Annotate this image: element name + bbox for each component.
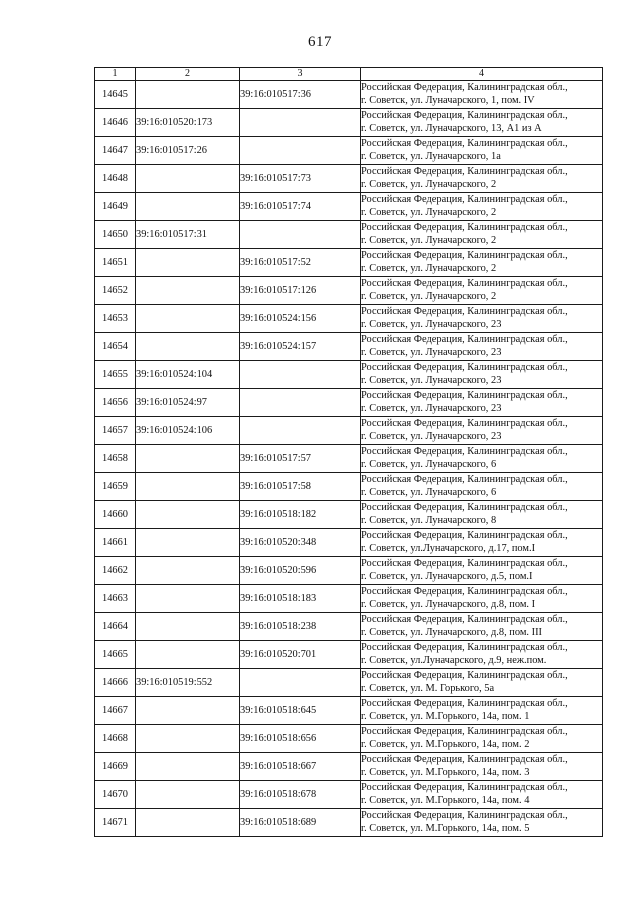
cadastral-number-col3: 39:16:010517:57 [240,445,361,473]
table-row [95,193,603,221]
address-line-1: Российская Федерация, Калининградская обл., [361,81,568,93]
address-cell [361,193,603,221]
cadastral-number-col2 [136,249,240,277]
address-line-2: г. Советск, ул. Луначарского, 23 [361,318,502,330]
address-line-1: Российская Федерация, Калининградская обл., [361,529,568,541]
table-row [95,529,603,557]
address-line-1: Российская Федерация, Калининградская обл., [361,613,568,625]
address-cell [361,641,603,669]
cadastral-number-col2 [136,473,240,501]
address-cell [361,613,603,641]
cadastral-number-col3 [240,109,361,137]
address-line-2: г. Советск, ул. Луначарского, 1а [361,150,501,162]
cadastral-number-col3 [240,221,361,249]
cadastral-number-col3: 39:16:010520:596 [240,557,361,585]
cadastral-number-col2 [136,529,240,557]
cadastral-number-col3: 39:16:010518:667 [240,753,361,781]
cadastral-number-col3 [240,669,361,697]
row-number: 14655 [95,361,136,389]
row-number: 14665 [95,641,136,669]
address-cell [361,389,603,417]
address-line-1: Российская Федерация, Калининградская обл., [361,557,568,569]
row-number: 14650 [95,221,136,249]
cadastral-number-col2 [136,557,240,585]
table-row [95,557,603,585]
cadastral-number-col3: 39:16:010517:73 [240,165,361,193]
table-row [95,473,603,501]
address-line-2: г. Советск, ул. Луначарского, 2 [361,206,497,218]
address-cell [361,81,603,109]
address-cell [361,417,603,445]
address-line-1: Российская Федерация, Калининградская обл., [361,389,568,401]
cadastral-number-col3: 39:16:010524:157 [240,333,361,361]
cadastral-number-col2: 39:16:010524:104 [136,361,240,389]
address-line-2: г. Советск, ул. Луначарского, д.8, пом. III [361,626,542,638]
cadastral-number-col2 [136,305,240,333]
row-number: 14648 [95,165,136,193]
table-row [95,305,603,333]
cadastral-number-col3: 39:16:010518:182 [240,501,361,529]
cadastral-number-col3: 39:16:010517:126 [240,277,361,305]
cadastral-number-col3 [240,417,361,445]
table-row [95,417,603,445]
address-line-1: Российская Федерация, Калининградская обл., [361,669,568,681]
row-number: 14662 [95,557,136,585]
row-number: 14654 [95,333,136,361]
table-row [95,753,603,781]
address-line-2: г. Советск, ул. М. Горького, 5а [361,682,495,694]
table-row [95,445,603,473]
column-header-2: 2 [136,68,240,81]
cadastral-number-col3: 39:16:010517:58 [240,473,361,501]
cadastral-number-col2: 39:16:010517:31 [136,221,240,249]
row-number: 14647 [95,137,136,165]
table-row [95,137,603,165]
cadastral-number-col3: 39:16:010518:656 [240,725,361,753]
row-number: 14651 [95,249,136,277]
cadastral-number-col2 [136,81,240,109]
address-line-2: г. Советск, ул. Луначарского, д.8, пом. I [361,598,536,610]
row-number: 14671 [95,809,136,837]
cadastral-number-col3: 39:16:010520:348 [240,529,361,557]
row-number: 14659 [95,473,136,501]
address-line-1: Российская Федерация, Калининградская обл., [361,193,568,205]
cadastral-number-col2 [136,781,240,809]
address-line-2: г. Советск, ул.Луначарского, д.9, неж.пом. [361,654,547,666]
row-number: 14668 [95,725,136,753]
address-line-1: Российская Федерация, Калининградская обл., [361,809,568,821]
address-line-1: Российская Федерация, Калининградская обл., [361,249,568,261]
address-line-2: г. Советск, ул. Луначарского, 23 [361,402,502,414]
cadastral-number-col3: 39:16:010524:156 [240,305,361,333]
cadastral-number-col2 [136,165,240,193]
address-cell [361,697,603,725]
cadastral-number-col3 [240,361,361,389]
address-cell [361,669,603,697]
row-number: 14646 [95,109,136,137]
address-cell [361,473,603,501]
address-line-2: г. Советск, ул. М.Горького, 14а, пом. 2 [361,738,530,750]
table-row [95,389,603,417]
address-cell [361,753,603,781]
address-line-1: Российская Федерация, Калининградская обл., [361,501,568,513]
cadastral-number-col2 [136,641,240,669]
row-number: 14660 [95,501,136,529]
address-line-2: г. Советск, ул. Луначарского, 2 [361,262,497,274]
registry-table [94,67,603,837]
address-cell [361,809,603,837]
address-line-1: Российская Федерация, Калининградская обл., [361,781,568,793]
address-line-1: Российская Федерация, Калининградская обл., [361,333,568,345]
address-cell [361,109,603,137]
table-row [95,81,603,109]
address-cell [361,333,603,361]
cadastral-number-col2 [136,501,240,529]
address-line-2: г. Советск, ул. Луначарского, 23 [361,430,502,442]
cadastral-number-col3: 39:16:010517:52 [240,249,361,277]
cadastral-number-col2 [136,725,240,753]
cadastral-number-col2 [136,585,240,613]
address-cell [361,361,603,389]
table-row [95,361,603,389]
address-line-2: г. Советск, ул. Луначарского, д.5, пом.I [361,570,533,582]
address-cell [361,529,603,557]
row-number: 14652 [95,277,136,305]
cadastral-number-col2 [136,333,240,361]
address-line-1: Российская Федерация, Калининградская обл., [361,109,568,121]
column-header-3: 3 [240,68,361,81]
column-header-4: 4 [361,68,603,81]
table-row [95,221,603,249]
address-line-1: Российская Федерация, Калининградская обл., [361,137,568,149]
row-number: 14653 [95,305,136,333]
address-cell [361,137,603,165]
row-number: 14664 [95,613,136,641]
cadastral-number-col3 [240,389,361,417]
address-cell [361,501,603,529]
table-row [95,165,603,193]
address-line-1: Российская Федерация, Калининградская обл., [361,305,568,317]
cadastral-number-col2: 39:16:010524:106 [136,417,240,445]
address-line-1: Российская Федерация, Калининградская обл., [361,277,568,289]
row-number: 14666 [95,669,136,697]
address-line-1: Российская Федерация, Калининградская обл., [361,445,568,457]
cadastral-number-col2 [136,697,240,725]
address-line-2: г. Советск, ул. Луначарского, 2 [361,178,497,190]
cadastral-number-col3: 39:16:010518:678 [240,781,361,809]
cadastral-number-col2: 39:16:010524:97 [136,389,240,417]
address-line-2: г. Советск, ул. Луначарского, 2 [361,290,497,302]
table-row [95,781,603,809]
cadastral-number-col2 [136,753,240,781]
address-cell [361,781,603,809]
cadastral-number-col2: 39:16:010520:173 [136,109,240,137]
address-line-1: Российская Федерация, Калининградская обл., [361,417,568,429]
table-row [95,501,603,529]
row-number: 14649 [95,193,136,221]
table-row [95,641,603,669]
address-line-1: Российская Федерация, Калининградская обл., [361,697,568,709]
address-line-2: г. Советск, ул. М.Горького, 14а, пом. 5 [361,822,530,834]
address-line-1: Российская Федерация, Калининградская обл., [361,361,568,373]
address-line-2: г. Советск, ул.Луначарского, д.17, пом.I [361,542,536,554]
cadastral-number-col3: 39:16:010518:238 [240,613,361,641]
row-number: 14645 [95,81,136,109]
address-line-2: г. Советск, ул. М.Горького, 14а, пом. 3 [361,766,530,778]
cadastral-number-col3 [240,137,361,165]
address-cell [361,221,603,249]
table-row [95,277,603,305]
table-row [95,809,603,837]
address-cell [361,585,603,613]
address-line-1: Российская Федерация, Калининградская обл., [361,165,568,177]
page-number: 617 [308,34,332,50]
row-number: 14658 [95,445,136,473]
address-cell [361,725,603,753]
address-line-2: г. Советск, ул. Луначарского, 8 [361,514,497,526]
table-row [95,585,603,613]
address-line-2: г. Советск, ул. Луначарского, 23 [361,374,502,386]
cadastral-number-col2 [136,809,240,837]
address-cell [361,305,603,333]
table-row [95,669,603,697]
address-cell [361,445,603,473]
address-cell [361,557,603,585]
address-line-2: г. Советск, ул. Луначарского, 13, А1 из А [361,122,542,134]
address-line-2: г. Советск, ул. Луначарского, 23 [361,346,502,358]
row-number: 14657 [95,417,136,445]
address-line-2: г. Советск, ул. М.Горького, 14а, пом. 4 [361,794,530,806]
cadastral-number-col3: 39:16:010517:74 [240,193,361,221]
row-number: 14669 [95,753,136,781]
cadastral-number-col2: 39:16:010519:552 [136,669,240,697]
address-line-1: Российская Федерация, Калининградская обл., [361,473,568,485]
address-line-2: г. Советск, ул. Луначарского, 6 [361,486,497,498]
address-line-2: г. Советск, ул. Луначарского, 1, пом. IV [361,94,535,106]
cadastral-number-col2 [136,193,240,221]
cadastral-number-col3: 39:16:010517:36 [240,81,361,109]
column-header-1: 1 [95,68,136,81]
cadastral-number-col3: 39:16:010518:689 [240,809,361,837]
row-number: 14656 [95,389,136,417]
table-row [95,725,603,753]
row-number: 14670 [95,781,136,809]
table-row [95,613,603,641]
address-line-1: Российская Федерация, Калининградская обл., [361,585,568,597]
cadastral-number-col3: 39:16:010518:183 [240,585,361,613]
address-cell [361,249,603,277]
cadastral-number-col2: 39:16:010517:26 [136,137,240,165]
address-line-2: г. Советск, ул. М.Горького, 14а, пом. 1 [361,710,530,722]
table-row [95,333,603,361]
cadastral-number-col2 [136,277,240,305]
table-row [95,249,603,277]
table-row [95,109,603,137]
address-cell [361,165,603,193]
column-header-row [95,68,603,81]
cadastral-number-col2 [136,445,240,473]
cadastral-number-col2 [136,613,240,641]
cadastral-number-col3: 39:16:010520:701 [240,641,361,669]
address-line-1: Российская Федерация, Калининградская обл., [361,641,568,653]
table-row [95,697,603,725]
row-number: 14667 [95,697,136,725]
address-line-2: г. Советск, ул. Луначарского, 6 [361,458,497,470]
cadastral-number-col3: 39:16:010518:645 [240,697,361,725]
address-cell [361,277,603,305]
row-number: 14661 [95,529,136,557]
address-line-2: г. Советск, ул. Луначарского, 2 [361,234,497,246]
address-line-1: Российская Федерация, Калининградская обл., [361,221,568,233]
row-number: 14663 [95,585,136,613]
address-line-1: Российская Федерация, Калининградская обл., [361,725,568,737]
address-line-1: Российская Федерация, Калининградская обл., [361,753,568,765]
